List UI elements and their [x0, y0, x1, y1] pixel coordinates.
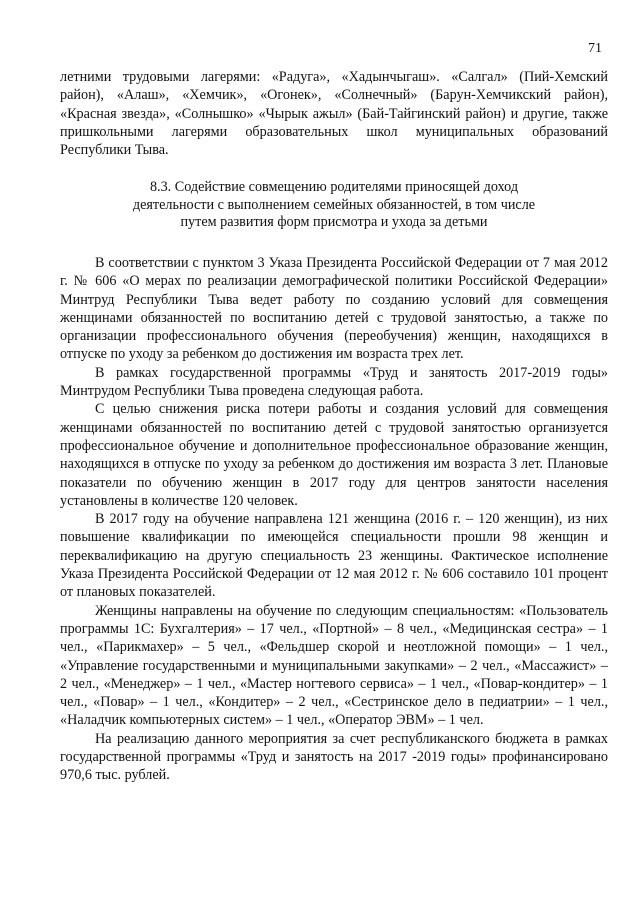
- paragraph: В рамках государственной программы «Труд и занятость 2017-2019 годы» Минтрудом Республики Тыва проведена следующая работа.: [60, 364, 608, 400]
- document-body: [60, 68, 608, 785]
- section-heading-line: 8.3. Содействие совмещению родителями приносящей доход: [149, 179, 519, 196]
- section-heading-line: деятельности с выполнением семейных обязанностей, в том числе: [132, 196, 536, 213]
- paragraph: В соответствии с пунктом 3 Указа Президента Российской Федерации от 7 мая 2012 г. № 606 «О мерах по реализации демографической политики Российской Федерации» Минтруд Республики Тыва ведет работу по созданию условий для совмещения женщинами обязанностей по воспитанию детей с трудовой занятостью, а также по организации профессионального обучения (переобучения) женщин, находящихся в отпуске по уходу за ребенком до достижения им возраста трех лет.: [60, 254, 608, 363]
- paragraph: В 2017 году на обучение направлена 121 женщина (2016 г. – 120 женщин), из них повышение квалификации по имеющейся специальности прошли 98 женщин и переквалификацию на другую специальность 23 женщины. Фактическое исполнение Указа Президента Российской Федерации от 12 мая 2012 г. № 606 составило 101 процент от плановых показателей.: [60, 511, 608, 601]
- paragraph: На реализацию данного мероприятия за счет республиканского бюджета в рамках государственной программы «Труд и занятость на 2017 -2019 годы» профинансировано 970,6 тыс. рублей.: [60, 730, 608, 784]
- section-heading: [60, 179, 608, 232]
- section-heading-line: путем развития форм присмотра и ухода за детьми: [180, 214, 488, 231]
- page-number: 71: [588, 41, 602, 56]
- paragraph: С целью снижения риска потери работы и создания условий для совмещения женщинами обязанностей по воспитанию детей с трудовой занятостью организуется профессиональное обучение и дополнительное профессиональное образование женщин, находящихся в отпуске по уходу за ребенком до достижения им возраста 3 лет. Плановые показатели по обучению женщин в 2017 году для центров занятости населения установлены в количестве 120 человек.: [60, 401, 608, 509]
- paragraph: Женщины направлены на обучение по следующим специальностям: «Пользователь программы 1С: Бухгалтерия» – 17 чел., «Портной» – 8 чел., «Медицинская сестра» – 1 чел., «Парикмахер» – 5 чел., «Фельдшер скорой и неотложной помощи» – 1 чел., «Управление государственными и муниципальными закупками» – 2 чел., «Массажист» – 2 чел., «Менеджер» – 1 чел., «Мастер ногтевого сервиса» – 1 чел., «Повар-кондитер» – 1 чел., «Повар» – 1 чел., «Кондитер» – 2 чел., «Сестринское дело в педиатрии» – 1 чел., «Наладчик компьютерных систем» – 1 чел., «Оператор ЭВМ» – 1 чел.: [60, 602, 608, 729]
- continuation-paragraph: летними трудовыми лагерями: «Радуга», «Хадынчыгаш». «Салгал» (Пий-Хемский район), «Алаш», «Хемчик», «Огонек», «Солнечный» (Барун-Хемчикский район), «Красная звезда», «Солнышко» «Чырык ажыл» (Бай-Тайгинский район) и другие, также пришкольными лагерями образовательных школ муниципальных образований Республики Тыва.: [60, 69, 608, 159]
